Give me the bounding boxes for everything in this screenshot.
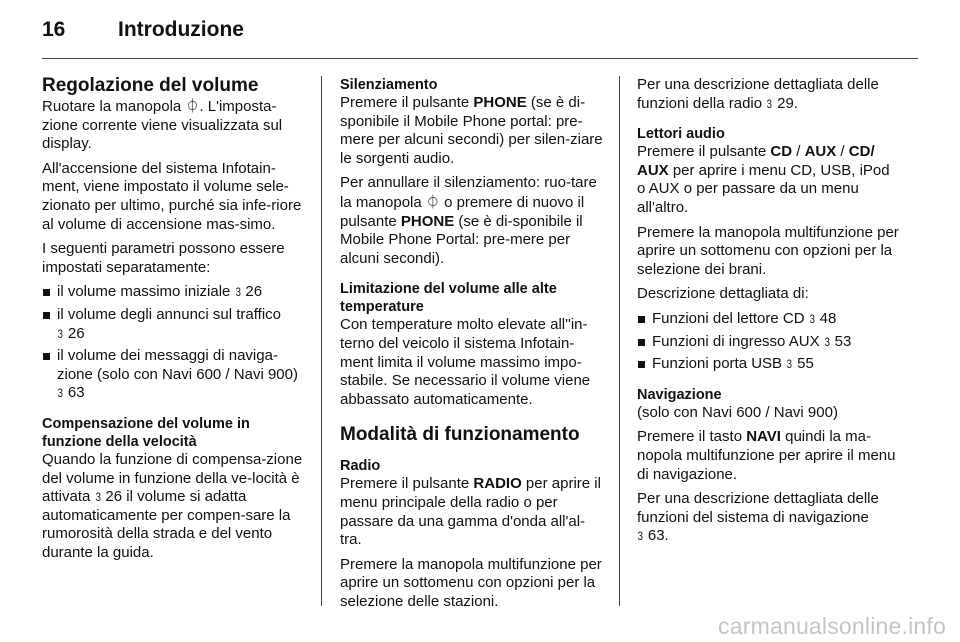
arrow-icon: 3 xyxy=(637,529,644,544)
paragraph: Descrizione dettagliata di: xyxy=(637,285,809,303)
text: Per annullare il silenziamento: ruo-tare la manopola xyxy=(340,174,597,211)
bullet-icon xyxy=(43,312,50,319)
list-item xyxy=(637,310,902,329)
arrow-icon: 3 xyxy=(57,386,64,401)
paragraph: Premere la manopola multifunzione per aprire un sottomenu con opzioni per la selezione delle stazioni. xyxy=(340,555,602,610)
arrow-icon: 3 xyxy=(766,96,773,111)
list-item xyxy=(42,283,306,302)
page-ref-link[interactable] xyxy=(95,488,123,505)
arrow-icon: 3 xyxy=(809,311,815,326)
ref-number: 48 xyxy=(819,309,837,327)
ref-number: 26 xyxy=(105,488,123,506)
aux-key-label: AUX xyxy=(804,143,837,161)
ref-number: 55 xyxy=(797,355,814,373)
text: Premere il pulsante xyxy=(340,475,474,493)
paragraph: (solo con Navi 600 / Navi 900) xyxy=(637,403,838,421)
heading-navigation: Navigazione xyxy=(637,386,722,403)
arrow-icon: 3 xyxy=(824,334,830,349)
page-number: 16 xyxy=(42,18,66,41)
text: il volume dei messaggi di naviga-zione (solo con Navi 600 / Navi 900) xyxy=(57,347,298,383)
text: quindi la ma-nopola multifunzione per aprire il menu di navigazione. xyxy=(637,428,896,483)
text: il volume degli annunci sul traffico xyxy=(57,305,282,323)
text: Premere il pulsante xyxy=(340,94,474,111)
list-item xyxy=(42,306,306,343)
paragraph xyxy=(340,94,605,168)
paragraph xyxy=(637,428,902,484)
paragraph: Premere la manopola multifunzione per aprire un sottomenu con opzioni per la selezione dei brani. xyxy=(637,223,899,278)
paragraph xyxy=(340,475,605,549)
heading-operating-modes: Modalità di funzionamento xyxy=(340,424,580,446)
knob-icon: ⏀ xyxy=(185,98,200,114)
radio-key-label: RADIO xyxy=(473,475,522,493)
ref-number: 26 xyxy=(67,324,85,342)
column-1 xyxy=(42,76,306,568)
arrow-icon: 3 xyxy=(786,357,793,372)
arrow-icon: 3 xyxy=(57,326,64,341)
heading-compensation: Compensazione del volume in funzione della velocità xyxy=(42,415,250,450)
heading-mute: Silenziamento xyxy=(340,77,438,93)
text: (se è di-sponibile il Mobile Phone portal: pre-mere per alcuni secondi) per silen-ziare le sorgenti audio. xyxy=(340,94,603,167)
heading-volume: Regolazione del volume xyxy=(42,75,259,96)
column-divider-2 xyxy=(619,76,620,606)
column-divider-1 xyxy=(321,76,322,606)
knob-icon: ⏀ xyxy=(425,193,440,210)
bullet-icon xyxy=(638,316,645,323)
text: (se è di-sponibile il Mobile Phone Portal: pre-mere per alcuni secondi). xyxy=(340,212,583,267)
ref-number: 63. xyxy=(647,527,669,545)
list-item xyxy=(637,355,902,374)
ref-number: 53 xyxy=(834,332,852,350)
header-rule xyxy=(42,58,918,59)
page-ref-link[interactable] xyxy=(637,527,669,544)
text: Per una descrizione dettagliata delle funzioni della radio xyxy=(637,76,879,112)
page-ref-link[interactable] xyxy=(235,283,263,300)
arrow-icon: 3 xyxy=(235,285,241,300)
cd-key-label: CD xyxy=(770,143,793,161)
heading-volume-limit: Limitazione del volume alle alte temperature xyxy=(340,281,557,316)
text: il volume massimo iniziale xyxy=(57,283,231,301)
text: Per una descrizione dettagliata delle funzioni del sistema di navigazione xyxy=(637,490,879,526)
paragraph xyxy=(637,76,902,113)
column-3 xyxy=(637,76,902,552)
text: per aprire il menu principale della radio o per passare da una gamma d'onda all'al-tra. xyxy=(340,475,601,549)
list-item xyxy=(42,347,306,403)
cd-aux-key-label: CD/ AUX xyxy=(637,143,875,179)
navi-key-label: NAVI xyxy=(746,428,781,446)
page-ref-link[interactable] xyxy=(766,95,798,112)
text: . L'imposta-zione corrente viene visualizzata sul display. xyxy=(42,98,283,153)
bullet-icon xyxy=(43,353,50,360)
bullet-icon xyxy=(43,289,50,296)
bullet-icon xyxy=(638,339,645,346)
page-ref-link[interactable] xyxy=(809,310,837,327)
arrow-icon: 3 xyxy=(95,490,101,505)
text: o premere di nuovo il pulsante xyxy=(340,193,585,230)
text: Quando la funzione di compensa-zione del volume in funzione della ve-locità è attivata xyxy=(42,450,303,506)
heading-radio: Radio xyxy=(340,458,381,475)
page-ref-link[interactable] xyxy=(57,325,85,342)
text: Premere il pulsante xyxy=(637,143,771,161)
page-ref-link[interactable] xyxy=(824,333,852,350)
list-item xyxy=(637,333,902,352)
text: Funzioni di ingresso AUX xyxy=(652,332,820,350)
ref-number: 63 xyxy=(67,384,85,402)
text: / xyxy=(836,143,849,161)
text: Ruotare la manopola xyxy=(42,98,186,115)
text: il volume si adatta automaticamente per compen-sare la rumorosità della strada e del vento durante la guida. xyxy=(42,488,291,561)
chapter-title: Introduzione xyxy=(118,18,244,41)
text: Premere il tasto xyxy=(637,428,747,446)
ref-number: 29. xyxy=(777,94,798,112)
bullet-icon xyxy=(638,361,645,368)
page-ref-link[interactable] xyxy=(57,384,85,401)
paragraph xyxy=(42,97,306,154)
watermark: carmanualsonline.info xyxy=(718,613,946,639)
page-ref-link[interactable] xyxy=(786,355,814,372)
phone-key-label: PHONE xyxy=(400,212,455,230)
heading-audio-players: Lettori audio xyxy=(637,126,725,143)
column-2 xyxy=(340,76,605,617)
text: / xyxy=(792,143,805,161)
paragraph xyxy=(340,174,605,268)
paragraph xyxy=(637,143,902,217)
ref-number: 26 xyxy=(245,283,263,301)
text: Funzioni porta USB xyxy=(652,355,783,373)
paragraph: I seguenti parametri possono essere impostati separatamente: xyxy=(42,240,285,276)
phone-key-label: PHONE xyxy=(473,94,527,111)
paragraph xyxy=(42,451,306,563)
paragraph: Con temperature molto elevate all''in-terno del veicolo il sistema Infotain-ment limita il volume massimo impo-stabile. Se necessario il volume viene abbassato automaticamente. xyxy=(340,316,591,408)
text: per aprire i menu CD, USB, iPod o AUX o per passare da un menu all'altro. xyxy=(637,161,890,216)
paragraph: All'accensione del sistema Infotain-ment, viene impostato il volume sele-zionato per ultimo, purché sia infe-riore al volume di accensione mas-simo. xyxy=(42,159,302,233)
paragraph xyxy=(637,490,902,546)
text: Funzioni del lettore CD xyxy=(652,309,805,327)
